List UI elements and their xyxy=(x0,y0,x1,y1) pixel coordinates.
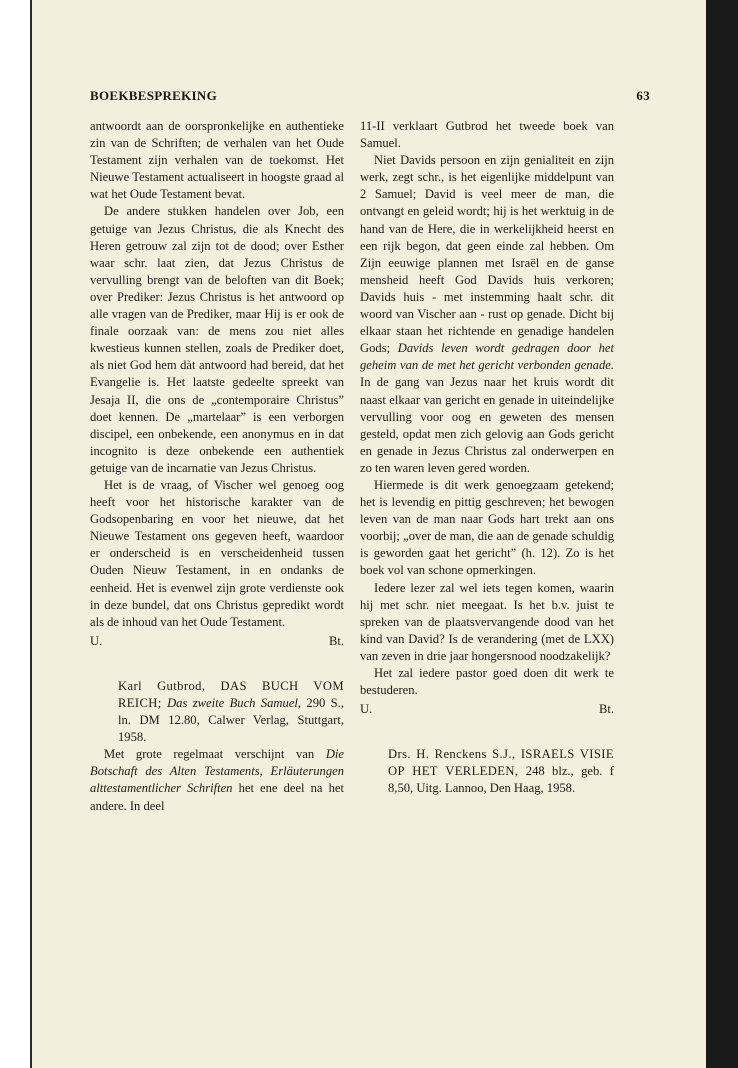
text-run: In de gang van Jezus naar het kruis wordt dit naast elkaar van gericht en genade in uiteindelijke vervulling voor oog en geweten des mensen gesteld, opdat men zich gelovig aan Gods gericht en genade in Jezus Christus zal onderwerpen en zo ten waren leven gered worden. xyxy=(360,375,614,475)
paragraph: antwoordt aan de oorspronkelijke en authentieke zin van de Schriften; de verhalen van het Oude Testament zijn verhalen van de toekomst. Het Nieuwe Testament actualiseert in hoogste graad al wat het Oude Testament bevat. xyxy=(90,119,344,202)
reviewer-signature xyxy=(90,633,344,650)
paragraph: De andere stukken handelen over Job, een getuige van Jezus Christus, die als Knecht des Heren getrouw zal zijn tot de dood; over Esther waar schr. laat zien, dat Jezus Christus de vervulling brengt van de beloften van dit Boek; over Prediker: Jezus Christus is het antwoord op alle vragen van de Prediker, maar Hij is er ook de finale oorzaak van: de mens zou niet alles kwestieus kunnen stellen, zoals de Prediker doet, als niet God hem dàt antwoord had bereid, dat het Evangelie is. Het laatste gedeelte spreekt van Jesaja II, die ons de „contemporaire Christus” doet kennen. De „martelaar” is een verborgen discipel, een onbekende, een anonymus en in dat incognito is deze onbekende een authentiek getuige van de incarnatie van Jezus Christus. xyxy=(90,204,344,475)
page-number: 63 xyxy=(636,88,650,103)
text-run: Met grote regelmaat verschijnt van xyxy=(104,747,315,762)
review-details: 290 S., ln. DM 12.80, Calwer Verlag, Stuttgart, 1958. xyxy=(118,696,344,745)
book-page xyxy=(32,0,706,1068)
signature-initials: Bt. xyxy=(598,702,614,717)
right-column xyxy=(360,118,614,798)
signature-initial: U. xyxy=(90,633,103,648)
italic-text-run: Davids leven wordt gedragen door het geheim van de met het gericht verbonden genade. xyxy=(360,341,614,373)
signature-initials: Bt. xyxy=(328,633,344,648)
scan-left-margin xyxy=(0,0,30,1068)
scan-right-margin xyxy=(706,0,738,1068)
paragraph: Hiermede is dit werk genoegzaam getekend; het is levendig en pittig geschreven; het bewogen leven van de man naar Gods hart trekt aan ons voorbij; „over de man, die aan de genade schuldig is geworden gaat het gericht” (h. 12). Zo is het boek vol van schone opmerkingen. xyxy=(360,477,614,578)
review-subtitle: Das zweite Buch Samuel, xyxy=(167,696,302,710)
paragraph: Het is de vraag, of Vischer wel genoeg oog heeft voor het historische karakter van de Godsopenbaring en voor het nieuwe, dat het Nieuwe Testament ons gegeven heeft, waardoor er onderscheid is en verscheidenheid tussen Ouden Nieuw Testament, in en ondanks de eenheid. Het is evenwel zijn grote verdienste ook in deze bundel, dat ons Christus gepredikt wordt als de inhoud van het Oude Testament. xyxy=(90,477,344,629)
signature-initial: U. xyxy=(360,702,373,717)
paragraph: Het zal iedere pastor goed doen dit werk te bestuderen. xyxy=(360,666,614,698)
left-column xyxy=(90,118,344,815)
review-details: 248 blz., geb. f 8,50, Uitg. Lannoo, Den Haag, 1958. xyxy=(388,764,614,796)
book-review-heading xyxy=(118,678,344,746)
paragraph: Iedere lezer zal wel iets tegen komen, waarin hij met schr. niet meegaat. Is het b.v. juist te spreken van de plaatsvervangende dood van het kind van David? Is de verandering (met de LXX) van zeven in drie jaar hongersnood noodzakelijk? xyxy=(360,580,614,663)
paragraph xyxy=(360,152,614,477)
paragraph: 11-II verklaart Gutbrod het tweede boek van Samuel. xyxy=(360,119,614,151)
series-title: Die Botschaft des Alten Testaments, Erläuterungen alttestamentlicher Schriften xyxy=(90,747,344,796)
book-review-heading xyxy=(388,746,614,797)
review-citation xyxy=(388,746,614,797)
reviewer-signature xyxy=(360,701,614,718)
review-citation xyxy=(118,678,344,746)
review-author-title: Drs. H. Renckens S.J., ISRAELS VISIE OP HET VERLEDEN, xyxy=(388,747,614,779)
running-title: BOEKBESPREKING xyxy=(90,88,218,103)
review-author-title: Karl Gutbrod, DAS BUCH VOM REICH; xyxy=(118,678,344,710)
text-run: Niet Davids persoon en zijn genialiteit en zijn werk, zegt schr., is het eigenlijke middelpunt van 2 Samuel; David is veel meer de man, die ontvangt en geleid wordt; hij is het werktuig in de hand van de Here, die in werkelijkheid heerst en een rijk begon, dat geen einde zal hebben. Om Zijn eeuwige plannen met Israël en de ganse mensheid heeft God Davids huis verkoren; Davids huis - met instemming haalt schr. dit woord van Vischer aan - rust op genade. Dicht bij elkaar staan het richtende en genadige handelen Gods; xyxy=(360,153,614,356)
paragraph xyxy=(90,746,344,814)
text-run: het ene deel na het andere. In deel xyxy=(90,781,344,813)
